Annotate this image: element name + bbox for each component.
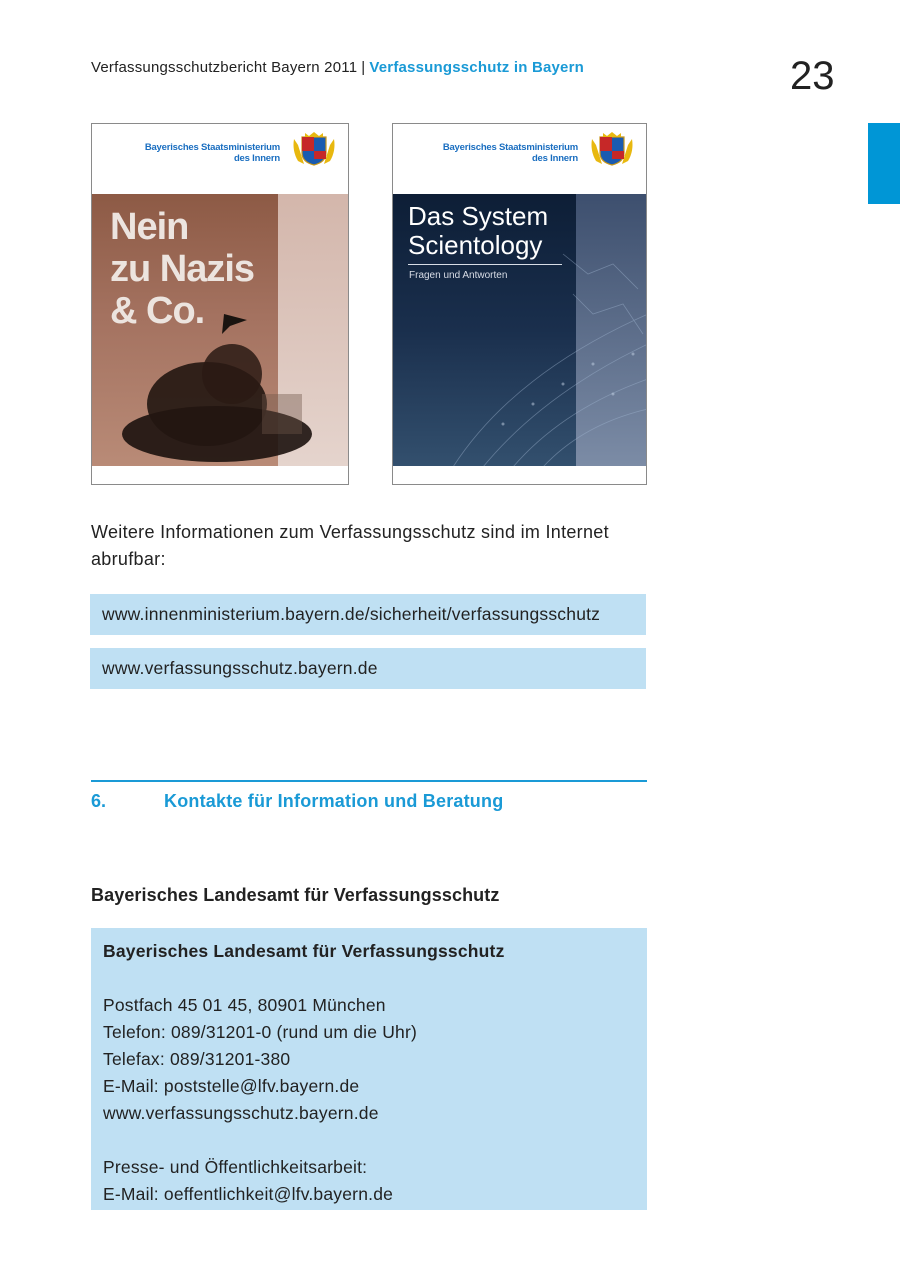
cover-header [393, 124, 646, 194]
contact-name: Bayerisches Landesamt für Verfassungsschutz [103, 941, 505, 961]
section-divider [91, 780, 647, 782]
cover-ministry-label [443, 142, 578, 164]
report-title: Verfassungsschutzbericht Bayern 2011 [91, 59, 358, 76]
ministry-line-2: des Innern [531, 153, 578, 164]
spacer [103, 1127, 635, 1154]
cover-title [110, 206, 254, 332]
contact-email[interactable]: E-Mail: poststelle@lfv.bayern.de [103, 1076, 360, 1096]
ministry-line-2: des Innern [233, 153, 280, 164]
cover-title [408, 202, 548, 260]
contact-phone: Telefon: 089/31201-0 (rund um die Uhr) [103, 1022, 418, 1042]
link-innenministerium[interactable]: www.innenministerium.bayern.de/sicherheit/verfassungsschutz [90, 594, 646, 635]
section-title: Kontakte für Information und Beratung [164, 791, 504, 811]
cover-title-line-1: Das System [408, 201, 549, 231]
press-email[interactable]: E-Mail: oeffentlichkeit@lfv.bayern.de [103, 1184, 394, 1204]
debris-pile-icon [112, 314, 322, 464]
press-label: Presse- und Öffentlichkeitsarbeit: [103, 1157, 368, 1177]
link-verfassungsschutz[interactable]: www.verfassungsschutz.bayern.de [90, 648, 646, 689]
ministry-line-1: Bayerisches Staatsministerium [442, 142, 578, 153]
cover-footer [92, 466, 348, 484]
intro-paragraph: Weitere Informationen zum Verfassungsschutz sind im Internet abrufbar: [91, 522, 609, 569]
brochure-cover-scientology [392, 123, 647, 485]
subsection-heading: Bayerisches Landesamt für Verfassungsschutz [91, 885, 500, 905]
header-section-title: Verfassungsschutz in Bayern [369, 59, 584, 76]
section-number: 6. [91, 791, 107, 811]
contact-website[interactable]: www.verfassungsschutz.bayern.de [103, 1103, 379, 1123]
cover-title-line-1: Nein [110, 206, 189, 248]
cover-header [92, 124, 348, 194]
contact-address: Postfach 45 01 45, 80901 München [103, 995, 386, 1015]
cover-ministry-label [145, 142, 280, 164]
cover-subtitle: Fragen und Antworten [409, 270, 508, 281]
cover-title-line-2: Scientology [408, 230, 543, 260]
bavarian-crest-icon [586, 131, 638, 167]
ministry-line-1: Bayerisches Staatsministerium [144, 142, 280, 153]
spacer [103, 965, 635, 992]
running-header [91, 59, 584, 76]
cover-title-rule [408, 264, 562, 265]
header-separator: | [361, 59, 366, 76]
chapter-tab-marker [868, 123, 900, 204]
contact-fax: Telefax: 089/31201-380 [103, 1049, 291, 1069]
contact-info-box [91, 928, 647, 1210]
brochure-cover-nazis [91, 123, 349, 485]
bavarian-crest-icon [288, 131, 340, 167]
page-number: 23 [790, 54, 835, 98]
cover-footer [393, 466, 646, 484]
cover-title-line-2: zu Nazis [110, 248, 255, 290]
cover-title-line-3: & Co. [110, 290, 205, 332]
